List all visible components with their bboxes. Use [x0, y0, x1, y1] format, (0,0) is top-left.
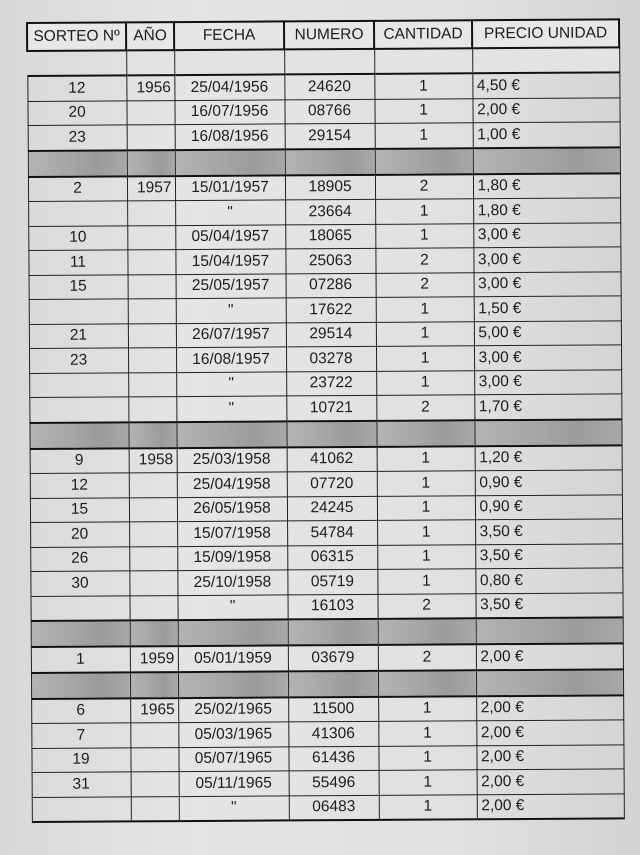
cell-fecha: 25/10/1958	[177, 570, 287, 595]
cell-precio: 2,00 €	[477, 769, 624, 794]
cell-cantidad: 2	[376, 272, 474, 297]
cell-cantidad: 1	[378, 721, 476, 746]
cell-cantidad: 1	[377, 446, 475, 472]
header-cantidad: CANTIDAD	[374, 20, 472, 49]
cell-anio	[131, 772, 179, 797]
cell-cantidad: 1	[377, 495, 475, 520]
cell-precio: 4,50 €	[472, 72, 619, 98]
cell-anio	[129, 497, 177, 522]
shaded-cell	[31, 672, 130, 699]
cell-precio: 0,80 €	[475, 568, 622, 593]
cell-cantidad: 1	[379, 794, 477, 820]
cell-cantidad: 1	[375, 123, 473, 149]
cell-sorteo: 21	[29, 323, 128, 348]
cell-sorteo: 19	[31, 747, 130, 772]
cell-precio: 1,20 €	[475, 445, 622, 471]
cell-precio: 1,50 €	[474, 296, 621, 321]
cell-sorteo: 6	[31, 698, 130, 724]
empty-cell	[374, 48, 472, 74]
cell-sorteo: 2	[28, 176, 127, 202]
table-row	[31, 744, 623, 772]
cell-precio: 3,50 €	[475, 519, 622, 544]
cell-anio	[128, 299, 176, 324]
table-row	[29, 394, 621, 423]
cell-fecha: "	[176, 371, 286, 396]
cell-sorteo: 15	[29, 274, 128, 299]
header-row	[27, 19, 619, 51]
table-row	[29, 345, 621, 373]
header-precio: PRECIO UNIDAD	[472, 19, 619, 48]
empty-cell	[126, 50, 174, 75]
cell-sorteo: 20	[27, 100, 126, 125]
cell-numero: 18065	[285, 224, 375, 249]
cell-precio: 1,80 €	[473, 198, 620, 223]
table-row	[31, 643, 623, 672]
cell-anio	[128, 323, 176, 348]
cell-fecha: 05/07/1965	[178, 746, 288, 771]
cell-fecha: "	[179, 795, 289, 821]
cell-cantidad: 1	[374, 98, 472, 123]
table-row	[30, 470, 622, 498]
table-row	[30, 445, 622, 474]
cell-fecha: 26/05/1958	[177, 496, 287, 521]
table-row	[32, 769, 624, 797]
cell-anio	[129, 546, 177, 571]
empty-cell	[174, 49, 284, 75]
table-row	[31, 695, 623, 724]
cell-fecha: 05/11/1965	[179, 771, 289, 796]
cell-anio	[130, 595, 178, 620]
cell-precio: 3,50 €	[475, 592, 622, 618]
cell-precio: 2,00 €	[476, 643, 623, 669]
cell-numero: 29154	[285, 123, 375, 149]
cell-sorteo: 1	[31, 646, 130, 672]
cell-numero: 03679	[288, 645, 378, 671]
cell-anio	[130, 723, 178, 748]
lottery-ticket-sheet	[26, 18, 623, 823]
cell-cantidad: 2	[377, 593, 475, 619]
cell-numero: 06483	[289, 795, 379, 821]
cell-fecha: 25/02/1965	[178, 697, 288, 723]
cell-precio: 0,90 €	[475, 494, 622, 519]
cell-fecha: 15/09/1958	[177, 545, 287, 570]
cell-sorteo	[32, 796, 131, 822]
cell-fecha: 05/01/1959	[178, 645, 288, 671]
header-sorteo: SORTEO Nº	[27, 22, 126, 51]
cell-cantidad: 1	[376, 297, 474, 322]
table-row	[28, 122, 620, 151]
table-row	[31, 720, 623, 748]
cell-cantidad: 1	[376, 346, 474, 371]
cell-sorteo: 30	[30, 571, 129, 596]
cell-numero: 18905	[285, 174, 375, 200]
cell-numero: 07286	[286, 273, 376, 298]
table-row	[32, 793, 624, 822]
cell-numero: 16103	[288, 594, 378, 620]
table-row	[28, 247, 620, 275]
cell-anio	[128, 348, 176, 373]
cell-sorteo	[29, 397, 128, 423]
table-row	[29, 369, 621, 397]
cell-fecha: 05/04/1957	[175, 224, 285, 249]
shaded-cell	[376, 420, 474, 447]
cell-cantidad: 1	[377, 544, 475, 569]
cell-precio: 3,50 €	[475, 543, 622, 568]
table-row	[29, 320, 621, 348]
cell-anio: 1957	[127, 176, 175, 201]
table-row	[28, 198, 620, 226]
cell-precio: 1,80 €	[473, 173, 620, 199]
separator-row	[31, 669, 623, 699]
cell-fecha: 26/07/1957	[176, 322, 286, 347]
cell-numero: 23722	[286, 371, 376, 396]
shaded-cell	[128, 422, 176, 448]
cell-precio: 5,00 €	[474, 320, 621, 345]
shaded-cell	[130, 672, 178, 698]
cell-cantidad: 1	[376, 321, 474, 346]
cell-sorteo: 12	[30, 473, 129, 498]
cell-precio: 2,00 €	[477, 793, 624, 819]
cell-fecha: 25/03/1958	[177, 447, 287, 473]
table-row	[30, 494, 622, 522]
cell-anio: 1959	[130, 646, 178, 672]
table-row	[30, 568, 622, 596]
empty-cell	[27, 50, 126, 76]
cell-numero: 41306	[288, 721, 378, 746]
cell-anio	[128, 274, 176, 299]
table-row	[27, 72, 619, 101]
cell-fecha: 15/04/1957	[175, 249, 285, 274]
shaded-cell	[178, 671, 288, 698]
cell-numero: 17622	[286, 297, 376, 322]
table-row	[31, 592, 623, 621]
shaded-cell	[378, 670, 476, 697]
cell-cantidad: 1	[377, 569, 475, 594]
table-body	[27, 47, 624, 822]
cell-sorteo: 10	[28, 225, 127, 250]
cell-numero: 54784	[287, 520, 377, 545]
cell-anio: 1956	[126, 75, 174, 100]
cell-precio: 0,90 €	[475, 470, 622, 495]
cell-sorteo	[28, 201, 127, 226]
cell-anio	[130, 747, 178, 772]
cell-numero: 24245	[287, 496, 377, 521]
cell-numero: 06315	[287, 545, 377, 570]
cell-fecha: "	[178, 594, 288, 620]
cell-numero: 29514	[286, 322, 376, 347]
cell-sorteo: 20	[30, 522, 129, 547]
header-anio: AÑO	[126, 22, 174, 50]
separator-row	[29, 419, 621, 449]
shaded-cell	[29, 422, 128, 449]
cell-fecha: 16/07/1956	[174, 99, 284, 124]
cell-precio: 3,00 €	[474, 345, 621, 370]
shaded-cell	[130, 620, 178, 646]
cell-fecha: "	[175, 200, 285, 225]
cell-precio: 3,00 €	[473, 247, 620, 272]
shaded-cell	[178, 619, 288, 646]
table-row	[29, 296, 621, 324]
lottery-table	[26, 18, 625, 823]
shaded-cell	[127, 150, 175, 176]
cell-fecha: 15/07/1958	[177, 521, 287, 546]
cell-sorteo: 26	[30, 546, 129, 571]
cell-fecha: 25/04/1956	[174, 74, 284, 100]
shaded-cell	[28, 150, 127, 177]
empty-cell	[284, 49, 374, 75]
cell-precio: 1,70 €	[474, 394, 621, 420]
shaded-cell	[31, 620, 130, 647]
cell-anio	[128, 397, 176, 422]
empty-cell	[472, 47, 619, 73]
shaded-cell	[288, 670, 378, 697]
table-row	[27, 97, 619, 125]
cell-cantidad: 1	[377, 471, 475, 496]
cell-fecha: 25/05/1957	[176, 273, 286, 298]
table-row	[28, 173, 620, 202]
cell-cantidad: 1	[375, 199, 473, 224]
cell-anio	[129, 571, 177, 596]
cell-precio: 2,00 €	[476, 695, 623, 721]
cell-anio	[126, 100, 174, 125]
cell-fecha: "	[176, 396, 286, 422]
table-row	[28, 222, 620, 250]
spacer-row	[27, 47, 619, 76]
cell-numero: 24620	[284, 74, 374, 100]
cell-fecha: 16/08/1956	[175, 124, 285, 150]
cell-numero: 55496	[289, 770, 379, 795]
cell-anio	[129, 473, 177, 498]
cell-anio	[127, 250, 175, 275]
cell-numero: 07720	[287, 471, 377, 496]
cell-sorteo	[29, 372, 128, 397]
cell-cantidad: 1	[374, 73, 472, 99]
table-row	[29, 271, 621, 299]
cell-fecha: "	[176, 298, 286, 323]
cell-precio: 2,00 €	[476, 744, 623, 769]
cell-numero: 11500	[288, 696, 378, 722]
cell-anio	[127, 225, 175, 250]
cell-anio	[128, 372, 176, 397]
shaded-cell	[176, 421, 286, 448]
cell-cantidad: 2	[378, 644, 476, 670]
cell-fecha: 25/04/1958	[177, 472, 287, 497]
cell-cantidad: 2	[375, 248, 473, 273]
shaded-cell	[476, 617, 623, 644]
cell-precio: 1,00 €	[473, 122, 620, 148]
cell-fecha: 16/08/1957	[176, 347, 286, 372]
shaded-cell	[375, 148, 473, 175]
cell-fecha: 15/01/1957	[175, 175, 285, 201]
shaded-cell	[474, 419, 621, 446]
cell-numero: 61436	[288, 746, 378, 771]
cell-sorteo: 15	[30, 497, 129, 522]
cell-sorteo	[29, 299, 128, 324]
table-row	[30, 543, 622, 571]
cell-cantidad: 2	[375, 174, 473, 200]
cell-anio	[127, 125, 175, 150]
cell-precio: 2,00 €	[472, 97, 619, 122]
cell-numero: 10721	[286, 395, 376, 421]
cell-numero: 41062	[287, 446, 377, 472]
cell-cantidad: 1	[377, 520, 475, 545]
cell-numero: 03278	[286, 346, 376, 371]
shaded-cell	[378, 618, 476, 645]
cell-sorteo: 23	[28, 125, 127, 151]
cell-sorteo: 9	[30, 448, 129, 474]
cell-numero: 08766	[284, 99, 374, 124]
table-row	[30, 519, 622, 547]
cell-sorteo: 7	[31, 723, 130, 748]
shaded-cell	[476, 669, 623, 696]
shaded-cell	[285, 148, 375, 175]
cell-cantidad: 1	[376, 370, 474, 395]
cell-sorteo: 12	[27, 75, 126, 101]
shaded-cell	[473, 147, 620, 174]
cell-sorteo: 31	[32, 772, 131, 797]
cell-anio: 1958	[129, 448, 177, 473]
cell-precio: 3,00 €	[474, 271, 621, 296]
cell-cantidad: 1	[378, 745, 476, 770]
cell-anio	[129, 522, 177, 547]
cell-cantidad: 1	[375, 223, 473, 248]
cell-sorteo: 11	[28, 250, 127, 275]
cell-numero: 05719	[287, 569, 377, 594]
header-numero: NUMERO	[284, 21, 374, 50]
shaded-cell	[286, 420, 376, 447]
cell-sorteo	[31, 595, 130, 621]
cell-numero: 23664	[285, 199, 375, 224]
cell-numero: 25063	[285, 248, 375, 273]
cell-fecha: 05/03/1965	[178, 722, 288, 747]
cell-anio	[127, 201, 175, 226]
shaded-cell	[288, 619, 378, 646]
shaded-cell	[175, 149, 285, 176]
cell-anio: 1965	[130, 698, 178, 723]
cell-cantidad: 1	[378, 696, 476, 722]
cell-cantidad: 1	[379, 770, 477, 795]
cell-sorteo: 23	[29, 348, 128, 373]
header-fecha: FECHA	[174, 21, 284, 50]
separator-row	[31, 617, 623, 647]
cell-cantidad: 2	[376, 395, 474, 421]
cell-precio: 2,00 €	[476, 720, 623, 745]
separator-row	[28, 147, 620, 177]
cell-precio: 3,00 €	[473, 222, 620, 247]
cell-precio: 3,00 €	[474, 369, 621, 394]
cell-anio	[131, 796, 179, 821]
